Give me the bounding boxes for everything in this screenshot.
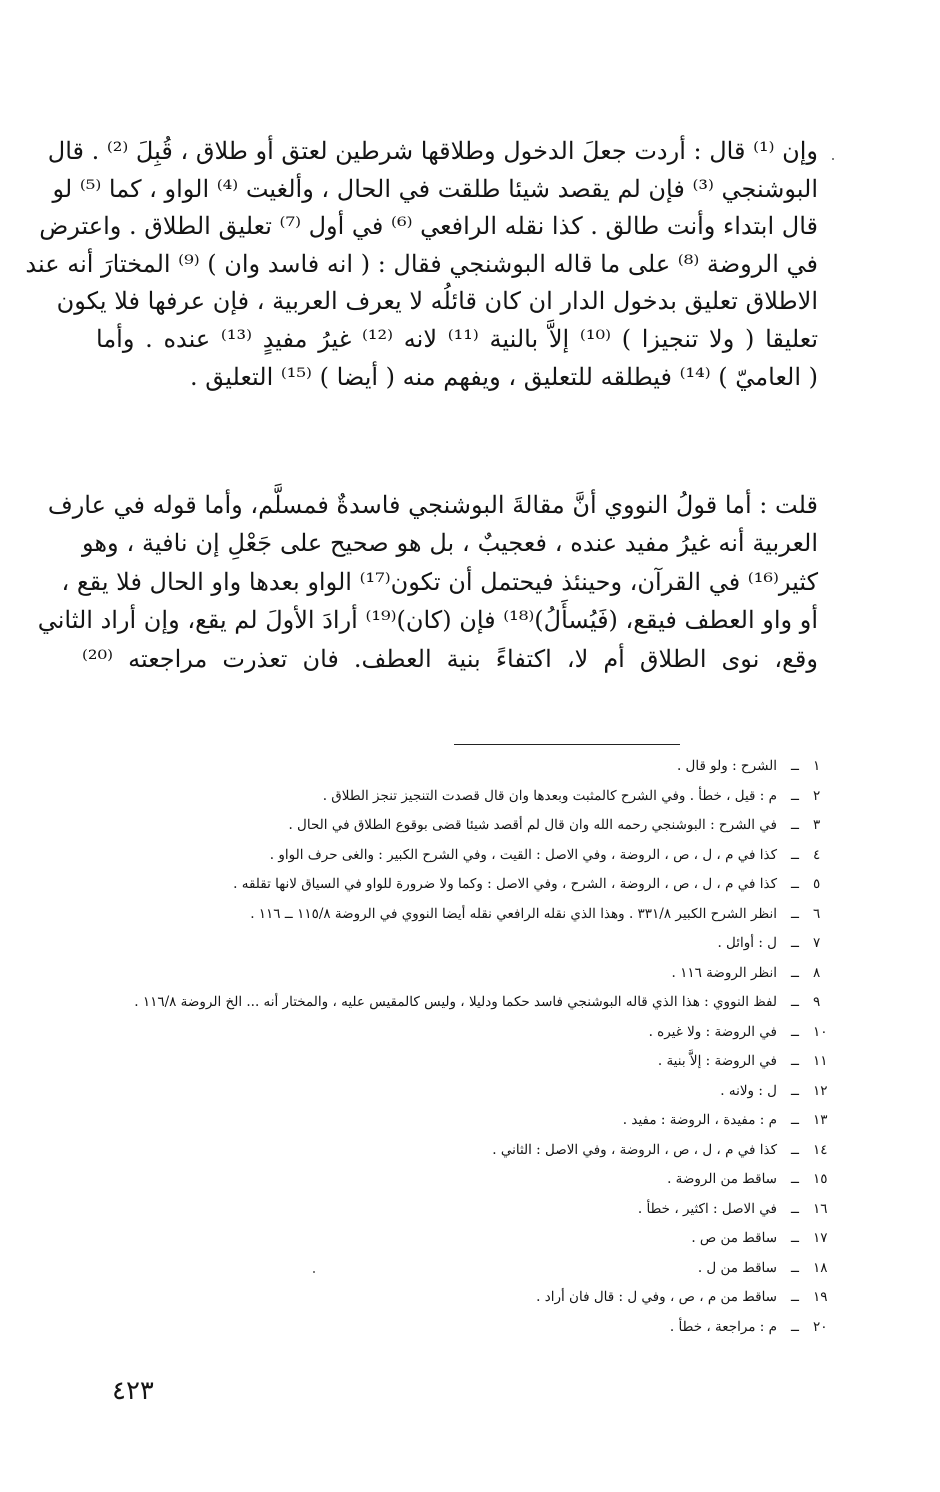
footnote-item <box>60 1112 835 1142</box>
footnote-number: ٣ <box>813 817 821 833</box>
footnotes-list <box>60 758 835 1348</box>
footnote-item <box>60 847 835 877</box>
footnote-item <box>60 1053 835 1083</box>
footnote-text: ل : ولانه . <box>720 1082 777 1099</box>
footnote-text: في الروضة : ولا غيره . <box>648 1023 777 1040</box>
footnote-item <box>60 994 835 1024</box>
footnote-dash: ــ <box>791 935 799 951</box>
footnote-item <box>60 1289 835 1319</box>
paragraph-main-2 <box>37 486 818 678</box>
footnote-item <box>60 965 835 995</box>
footnote-number: ١٧ <box>813 1230 828 1246</box>
text-line: البوشنجي ⁽³⁾ فإن لم يقصد شيئا طلقت في الحال ، وألغيت ⁽⁴⁾ الواو ، كما ⁽⁵⁾ لو <box>52 174 818 203</box>
footnote-item <box>60 1083 835 1113</box>
footnote-dash: ــ <box>791 817 799 833</box>
text-line: تعليقا ( ولا تنجيزا ) ⁽¹⁰⁾ إلاَّ بالنية ⁽¹¹⁾ لانه ⁽¹²⁾ غيرُ مفيدٍ ⁽¹³⁾ عنده . وأما <box>96 324 819 353</box>
footnote-text: كذا في م ، ل ، ص ، الروضة ، الشرح ، وفي الاصل : وكما ولا ضرورة للواو في السياق لانها تقلقه . <box>233 876 777 892</box>
footnote-dash: ــ <box>791 964 799 981</box>
footnote-text: ساقط من م ، ص ، وفي ل : قال فان أراد . <box>536 1289 777 1305</box>
footnote-item <box>60 935 835 965</box>
footnote-text: في الشرح : البوشنجي رحمه الله وان قال لم أقصد شيئا قضى بوقوع الطلاق في الحال . <box>288 817 777 833</box>
footnote-dash: ــ <box>791 846 799 863</box>
footnote-item <box>60 1024 835 1054</box>
footnote-text: ل : أوائل . <box>717 935 777 951</box>
text-line: ( العاميّ ) ⁽¹⁴⁾ فيطلقه للتعليق ، ويفهم منه ( أيضا ) ⁽¹⁵⁾ التعليق . <box>190 362 818 391</box>
footnote-text: ساقط من ص . <box>691 1230 777 1246</box>
paragraph-main-1 <box>25 133 819 396</box>
footnote-dash: ــ <box>791 1023 799 1040</box>
footnote-item <box>60 876 835 906</box>
scan-speck <box>313 1271 315 1273</box>
footnote-item <box>60 1171 835 1201</box>
footnote-dash: ــ <box>791 1141 799 1158</box>
footnote-text: الشرح : ولو قال . <box>676 758 777 774</box>
footnote-number: ٢ <box>813 787 821 804</box>
footnote-number: ٧ <box>813 935 821 951</box>
footnote-number: ١٩ <box>813 1289 828 1305</box>
footnote-text: انظر الروضة ١١٦ . <box>671 964 777 981</box>
footnote-text: انظر الشرح الكبير ٣٣١/٨ . وهذا الذي نقله الرافعي نقله أيضا النووي في الروضة ١١٥/٨ ــ ١١٦ . <box>250 905 777 922</box>
footnote-item <box>60 758 835 788</box>
footnote-dash: ــ <box>791 876 799 892</box>
text-line: أو واو العطف فيقع، (فَيُسأَلُ)⁽¹⁸⁾ فإن (كان)⁽¹⁹⁾ أرادَ الأولَ لم يقع، وإن أراد الثاني <box>37 606 818 635</box>
footnote-dash: ــ <box>791 1112 799 1128</box>
footnote-item <box>60 788 835 818</box>
text-line: قال ابتداء وأنت طالق . كذا نقله الرافعي ⁽⁶⁾ في أول ⁽⁷⁾ تعليق الطلاق . واعترض <box>39 212 818 241</box>
footnote-dash: ــ <box>791 1200 799 1217</box>
footnote-text: م : قيل ، خطأ . وفي الشرح كالمثبت وبعدها وان قال قصدت التنجيز تنجز الطلاق . <box>322 787 777 804</box>
footnote-text: في الاصل : اكثير ، خطأ . <box>637 1200 777 1217</box>
footnote-item <box>60 1230 835 1260</box>
footnote-dash: ــ <box>791 1053 799 1069</box>
footnote-item <box>60 817 835 847</box>
footnote-dash: ــ <box>791 1289 799 1305</box>
text-line: في الروضة ⁽⁸⁾ على ما قاله البوشنجي فقال : ( انه فاسد وان ) ⁽⁹⁾ المختارَ أنه عند <box>25 249 818 278</box>
footnote-text: لفظ النووي : هذا الذي قاله البوشنجي فاسد حكما ودليلا ، وليس كالمقيس عليه ، والمختار أنه ... الخ الروضة ١١٦/٨ . <box>134 994 777 1010</box>
footnote-item <box>60 906 835 936</box>
footnote-item <box>60 1260 835 1290</box>
footnote-number: ١١ <box>813 1053 828 1069</box>
text-line: العربية أنه غيرُ مفيد عنده ، فعجيبٌ ، بل هو صحيح على جَعْلِ إن نافية ، وهو <box>82 529 818 558</box>
footnote-dash: ــ <box>791 758 799 774</box>
footnote-text: ساقط من ل . <box>697 1259 777 1276</box>
footnote-dash: ــ <box>791 1171 799 1187</box>
footnote-text: م : مفيدة ، الروضة : مفيد . <box>622 1112 777 1128</box>
footnote-dash: ــ <box>791 1082 799 1099</box>
footnote-text: في الروضة : إلاَّ بنية . <box>657 1053 777 1069</box>
footnote-dash: ــ <box>791 1230 799 1246</box>
footnote-item <box>60 1142 835 1172</box>
text-line: وقع، نوى الطلاق أم لا، اكتفاءً بنية العطف. فان تعذرت مراجعته ⁽²⁰⁾ <box>82 644 818 673</box>
footnote-number: ٨ <box>813 964 821 981</box>
footnote-dash: ــ <box>791 787 799 804</box>
footnote-dash: ــ <box>791 1259 799 1276</box>
footnote-number: ٢٠ <box>813 1318 828 1335</box>
footnote-number: ٦ <box>813 905 821 922</box>
footnote-text: كذا في م ، ل ، ص ، الروضة ، وفي الاصل : الثاني . <box>492 1141 777 1158</box>
text-line: الاطلاق تعليق بدخول الدار ان كان قائلُه لا يعرف العربية ، فإن عرفها فلا يكون <box>56 287 818 316</box>
footnote-separator <box>454 744 680 745</box>
footnote-item <box>60 1319 835 1349</box>
footnote-text: ساقط من الروضة . <box>667 1171 777 1187</box>
footnote-number: ١٨ <box>813 1259 828 1276</box>
footnote-dash: ــ <box>791 994 799 1010</box>
footnote-text: م : مراجعة ، خطأ . <box>669 1318 777 1335</box>
footnote-number: ١٤ <box>813 1141 828 1158</box>
footnote-item <box>60 1201 835 1231</box>
footnote-text: كذا في م ، ل ، ص ، الروضة ، وفي الاصل : القيت ، وفي الشرح الكبير : والغى حرف الواو . <box>269 846 777 863</box>
text-line: وإن ⁽¹⁾ قال : أردت جعلَ الدخول وطلاقها شرطين لعتق أو طلاق ، قُبِلَ ⁽²⁾ . قال <box>47 137 818 165</box>
text-line: قلت : أما قولُ النووي أنَّ مقالةَ البوشنجي فاسدةٌ فمسلَّم، وأما قوله في عارف <box>47 491 818 519</box>
footnote-number: ٤ <box>813 846 821 863</box>
footnote-dash: ــ <box>791 905 799 922</box>
page-number: ٤٢٣ <box>112 1376 154 1406</box>
footnote-number: ٥ <box>813 876 821 892</box>
footnote-number: ١ <box>813 758 821 774</box>
footnote-number: ٩ <box>813 994 821 1010</box>
footnote-number: ١٣ <box>813 1112 828 1128</box>
footnote-number: ١٢ <box>813 1082 828 1099</box>
footnote-number: ١٦ <box>813 1200 828 1217</box>
text-line: كثير⁽¹⁶⁾ في القرآن، وحينئذ فيحتمل أن تكون⁽¹⁷⁾ الواو بعدها واو الحال فلا يقع ، <box>61 567 818 596</box>
footnote-number: ١٥ <box>813 1171 828 1187</box>
footnote-dash: ــ <box>791 1318 799 1335</box>
footnote-number: ١٠ <box>813 1023 828 1040</box>
scan-speck <box>832 158 834 160</box>
